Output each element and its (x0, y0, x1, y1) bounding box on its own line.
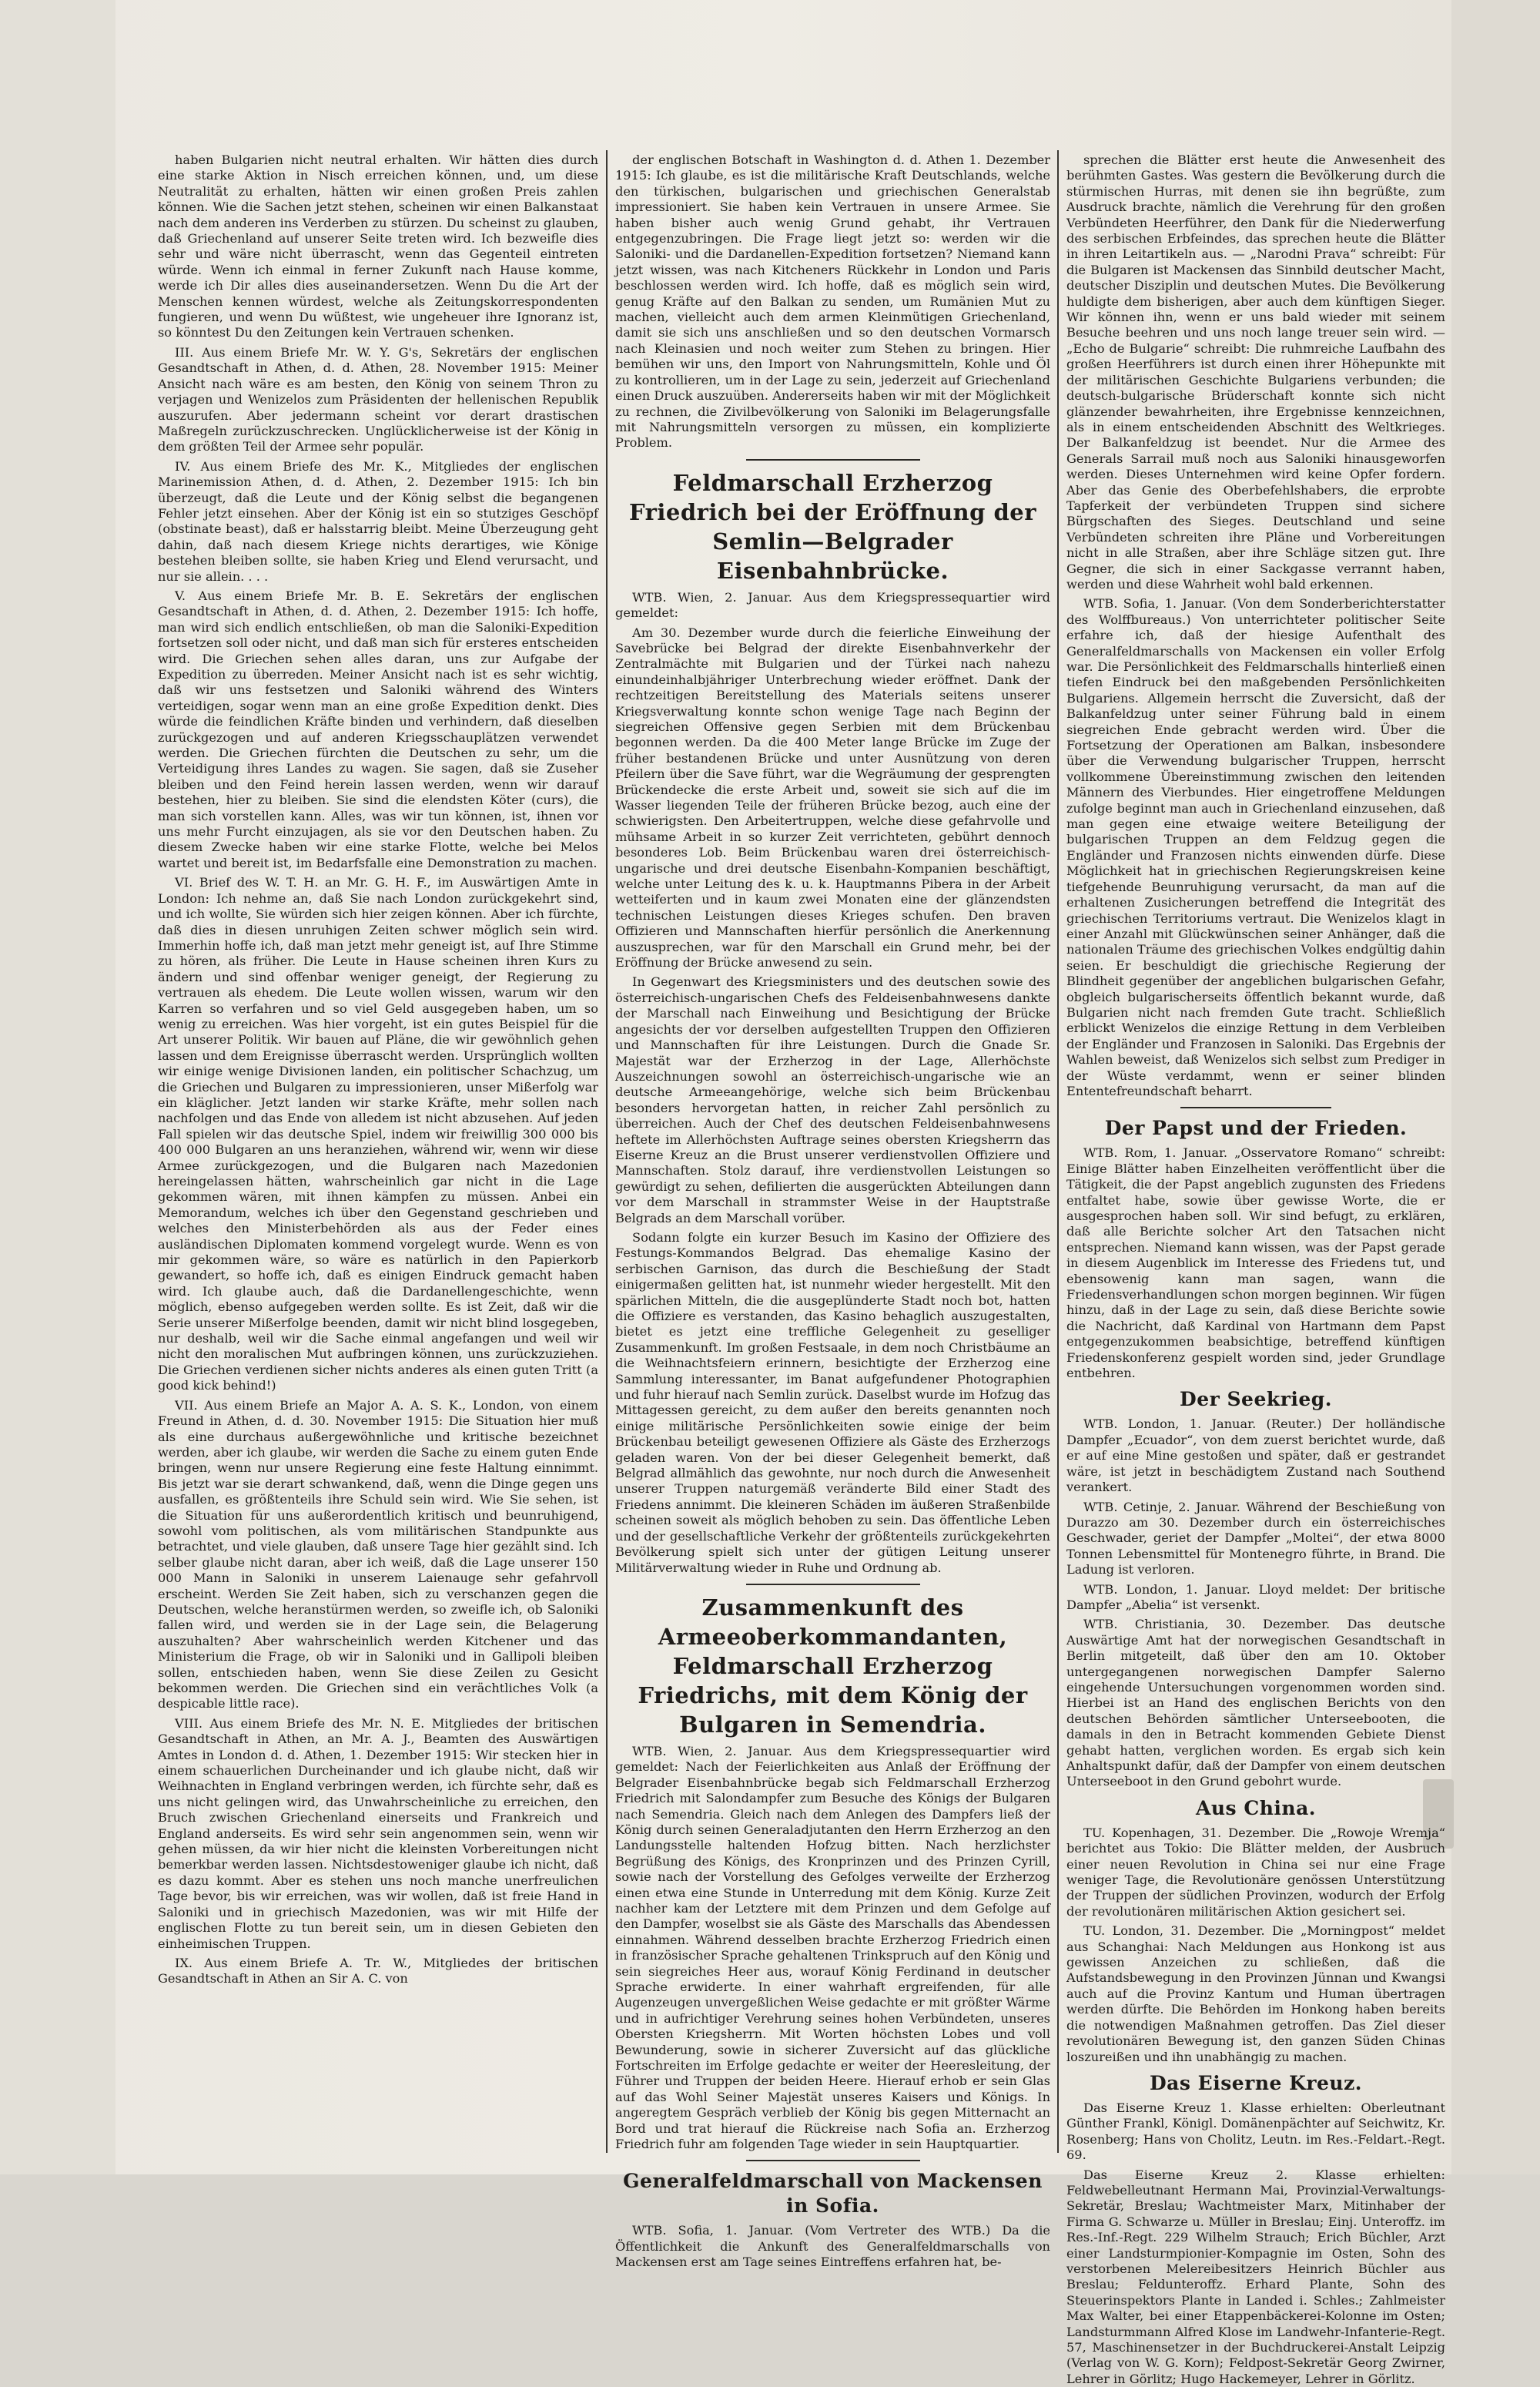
headline-aus-china: Aus China. (1195, 1796, 1316, 1819)
headline-erzherzog-bruecke: Feldmarschall Erzherzog Friedrich bei der Eröffnung der Semlin—Belgrader Eisenbahnbrücke. (629, 469, 1036, 584)
column-2 (615, 153, 1050, 2270)
paragraph: IV. Aus einem Briefe des Mr. K., Mitgliedes der englischen Marinemission Athen, d. d. Athen, 2. Dezember 1915: Ich bin überzeugt, daß die Leute und der König selbst die begangenen Fehler jetzt einsehen. Aber der König ist ein so stutziges Geschöpf (obstinate beast), daß er halsstarrig bleibt. Meine Überzeugung geht dahin, daß nach diesem Kriege nichts derartiges, wie Könige bestehen bleiben sollte, sie haben Krieg und Elend verursacht, und nur sie allein. . . . (158, 458, 598, 584)
paragraph: TU. London, 31. Dezember. Die „Morningpost“ meldet aus Schanghai: Nach Meldungen aus Honkong ist aus gewissen Anzeichen zu schließen, daß die Aufstandsbewegung in den Provinzen Jünnan und Kwangsi auch auf die Provinz Kantum und Human übertragen werden dürfte. Die Behörden im Honkong haben bereits die notwendigen Maßnahmen getroffen. Das Ziel dieser revolutionären Bewegung ist, den ganzen Süden Chinas loszureißen und ihn unabhängig zu machen. (1066, 1923, 1445, 2064)
column-divider (1057, 150, 1059, 2153)
paragraph: In Gegenwart des Kriegsministers und des deutschen sowie des österreichisch-ungarischen Chefs des Feldeisenbahnwesens dankte der Marschall nach Einweihung und Besichtigung der Brücke angesichts der vor derselben aufgestellten Truppen den Offizieren und Mannschaften für ihre Leistungen. Durch die Gnade Sr. Majestät war der Erzherzog in der Lage, Allerhöchste Auszeichnungen sowohl an österreichisch-ungarische wie an deutsche Armeeangehörige, welche sich beim Brückenbau besonders hervorgetan hatten, in reicher Zahl persönlich zu überreichen. Auch der Chef des deutschen Feldeisenbahnwesens heftete im Allerhöchsten Auftrage seines obersten Kriegsherrn das Eiserne Kreuz an die Brust unserer verdienstvollen Offiziere und Mannschaften. Stolz darauf, ihre verdienstvollen Leistungen so gewürdigt zu sehen, defilierten die ausgerückten Abteilungen dann vor dem Marschall in strammster Weise in der Hauptstraße Belgrads an dem Marschall vorüber. (615, 974, 1050, 1225)
divider (746, 2160, 920, 2161)
paragraph: WTB. Sofia, 1. Januar. (Vom Vertreter des WTB.) Da die Öffentlichkeit die Ankunft des Generalfeldmarschalls von Mackensen erst am Tage seines Eintreffens erfahren hat, be- (615, 2223, 1050, 2270)
paragraph: Sodann folgte ein kurzer Besuch im Kasino der Offiziere des Festungs-Kommandos Belgrad. Das ehemalige Kasino der serbischen Garnison, das durch die Beschießung der Stadt einigermaßen gelitten hat, ist nunmehr wieder hergestellt. Mit den spärlichen Mitteln, die die ausgeplünderte Stadt noch bot, hatten die Offiziere es verstanden, das Kasino behaglich auszugestalten, bietet es jetzt eine treffliche Gelegenheit zu geselliger Zusammenkunft. Im großen Festsaale, in dem noch Christbäume an die Weihnachtsfeiern erinnern, besichtigte der Erzherzog eine Sammlung interessanter, im Banat aufgefundener Photographien und fuhr hierauf nach Semlin zurück. Daselbst wurde im Hofzug das Mittagessen gereicht, zu dem außer den bereits genannten noch einige militärische Persönlichkeiten sowie einige der beim Brückenbau beteiligt gewesenen Offiziere als Gäste des Erzherzogs geladen waren. Von der bei dieser Gelegenheit bemerkt, daß Belgrad allmählich das gewohnte, nur noch durch die Anwesenheit unserer Truppen naturgemäß veränderte Bild einer Stadt des Friedens annimmt. Die kleineren Schäden im äußeren Straßenbilde scheinen soweit als möglich behoben zu sein. Das öffentliche Leben und der gesellschaftliche Verkehr der größtenteils zurückgekehrten Bevölkerung spielt sich unter der gütigen Leitung unserer Militärverwaltung wieder in Ruhe und Ordnung ab. (615, 1229, 1050, 1575)
divider (746, 1584, 920, 1585)
headline-eiserne-kreuz: Das Eiserne Kreuz. (1149, 2071, 1363, 2094)
column-divider (606, 150, 608, 2153)
paragraph: WTB. Wien, 2. Januar. Aus dem Kriegspressequartier wird gemeldet: (615, 589, 1050, 621)
paragraph: IX. Aus einem Briefe A. Tr. W., Mitgliedes der britischen Gesandtschaft in Athen an Sir A. C. von (158, 1955, 598, 1986)
paragraph: TU. Kopenhagen, 31. Dezember. Die „Rowoje Wremja“ berichtet aus Tokio: Die Blätter melden, der Ausbruch einer neuen Revolution in China sei nur eine Frage weniger Tage, die Revolutionäre genössen Unterstützung der Truppen der südlichen Provinzen, wodurch der Erfolg der revolutionären militärischen Aktion gesichert sei. (1066, 1825, 1445, 1919)
paragraph: WTB. Sofia, 1. Januar. (Von dem Sonderberichterstatter des Wolffbureaus.) Von unterrichteter politischer Seite erfahre ich, daß der hiesige Aufenthalt des Generalfeldmarschalls von Mackensen ein voller Erfolg war. Die Persönlichkeit des Feldmarschalls hinterließ einen tiefen Eindruck bei den maßgebenden Persönlichkeiten Bulgariens. Allgemein herrscht die Zuversicht, daß der Balkanfeldzug unter seiner Führung bald in einem siegreichen Ende gebracht werden wird. Über die Fortsetzung der Operationen am Balkan, insbesondere über die Verwendung bulgarischer Truppen, herrscht vollkommene Übereinstimmung zwischen den leitenden Männern des Vierbundes. Hier eingetroffene Meldungen zufolge beginnt man auch in Griechenland einzusehen, daß man gegen eine etwaige weitere Beteiligung der bulgarischen Truppen an dem Feldzug gegen die Engländer und Franzosen nichts einwenden dürfe. Diese Möglichkeit hat in griechischen Regierungskreisen keine tiefgehende Beunruhigung verursacht, da man auf die erhaltenen Zusicherungen betreffend die Integrität des griechischen Territoriums vertraut. Die Wenizelos klagt in einer Anzahl mit Glückwünschen seiner Anhänger, daß die nationalen Träume des griechischen Volkes endgültig dahin seien. Er beschuldigt die griechische Regierung der Blindheit gegenüber der angeblichen bulgarischen Gefahr, obgleich bulgarischerseits öffentlich bekannt wurde, daß Bulgarien nicht nach fremden Gute tracht. Schließlich erblickt Wenizelos die einzige Rettung in dem Verbleiben der Engländer und Franzosen in Saloniki. Das Ergebnis der Wahlen beweist, daß Wenizelos sich selbst zum Prediger in der Wüste verdammt, wenn er seiner blinden Ententefreundschaft beharrt. (1066, 596, 1445, 1098)
right-margin (1451, 0, 1540, 2174)
left-margin (0, 0, 116, 2174)
paragraph: Am 30. Dezember wurde durch die feierliche Einweihung der Savebrücke bei Belgrad der direkte Eisenbahnverkehr der Zentralmächte mit Bulgarien und der Türkei nach nahezu einundeinhalbjähriger Unterbrechung wieder eröffnet. Dank der rechtzeitigen Bereitstellung des Materials seitens unserer Kriegsverwaltung konnte schon wenige Tage nach Beginn der siegreichen Offensive gegen Serbien mit dem Brückenbau begonnen werden. Da die 400 Meter lange Brücke im Zuge der früher bestandenen Brücke und unter Ausnützung von deren Pfeilern über die Save führt, war die Wegräumung der gesprengten Brückendecke die erste Arbeit und, soweit sie sich auf die im Wasser liegenden Teile der früheren Brücke bezog, auch eine der schwierigsten. Den Arbeitertruppen, welche diese gefahrvolle und mühsame Arbeit in so kurzer Zeit verrichteten, gebührt dennoch besonderes Lob. Beim Brückenbau waren drei österreichisch-ungarische und drei deutsche Eisenbahn-Kompanien beschäftigt, welche unter Leitung des k. u. k. Hauptmanns Pibera in der Arbeit wetteiferten und in kaum zwei Monaten eine der glänzendsten technischen Leistungen dieses Krieges schufen. Den braven Offizieren und Mannschaften hierfür persönlich die Anerkennung auszusprechen, war für den Marschall ein Grund mehr, bei der Eröffnung der Brücke anwesend zu sein. (615, 625, 1050, 971)
paragraph: WTB. Christiania, 30. Dezember. Das deutsche Auswärtige Amt hat der norwegischen Gesandtschaft in Berlin mitgeteilt, daß über den am 10. Oktober untergegangenen norwegischen Dampfer Salerno eingehende Untersuchungen vorgenommen worden sind. Hierbei ist an Hand des englischen Berichts von den deutschen Behörden sämtlicher Unterseebooten, die damals in den in Betracht kommenden Gebiete Dienst gehabt hatten, verglichen worden. Es ergab sich kein Anhaltspunkt dafür, daß der Dampfer von einem deutschen Unterseeboot in den Grund gebohrt wurde. (1066, 1617, 1445, 1789)
headline-zusammenkunft: Zusammenkunft des Armeeoberkommandanten, Feldmarschall Erzherzog Friedrichs, mit dem König der Bulgaren in Semendria. (638, 1594, 1028, 1738)
paragraph: WTB. Rom, 1. Januar. „Osservatore Romano“ schreibt: Einige Blätter haben Einzelheiten veröffentlicht über die Tätigkeit, die der Papst angeblich zugunsten des Friedens entfaltet habe, sowie über gewisse Worte, die er ausgesprochen haben soll. Wir sind befugt, zu erklären, daß alle Berichte solcher Art den Tatsachen nicht entsprechen. Niemand kann wissen, was der Papst gerade in diesem Augenblick im Interesse des Friedens tut, und ebensowenig kann man sagen, wann die Friedensverhandlungen schon morgen beginnen. Wir fügen hinzu, daß in der Lage zu sein, daß diese Berichte sowie die Nachricht, daß Kardinal von Hartmann dem Papst entgegenzukommen beabsichtige, betreffend künftigen Friedenskonferenz gespielt worden sind, jeder Grundlage entbehren. (1066, 1145, 1445, 1381)
headline-mackensen-sofia: Generalfeldmarschall von Mackensen in Sofia. (623, 2170, 1043, 2218)
divider (1180, 1107, 1332, 1108)
divider (746, 459, 920, 461)
paragraph: WTB. Cetinje, 2. Januar. Während der Beschießung von Durazzo am 30. Dezember durch ein österreichisches Geschwader, geriet der Dampfer „Moltei“, der etwa 8000 Tonnen Lebensmittel für Montenegro führte, in Brand. Die Ladung ist verloren. (1066, 1499, 1445, 1577)
paragraph: VII. Aus einem Briefe an Major A. A. S. K., London, von einem Freund in Athen, d. d. 30. November 1915: Die Situation hier muß als eine durchaus außergewöhnliche und kritische bezeichnet werden, aber ich glaube, wir werden die Sache zu einem guten Ende bringen, wenn nur unsere Regierung eine feste Haltung einnimmt. Bis jetzt war sie derart schwankend, daß, wenn die Dinge gegen uns ausfallen, es größtenteils ihre Schuld sein wird. Wie Sie sehen, ist die Situation für uns außerordentlich kritisch und beunruhigend, sowohl vom politischen, als vom militärischen Standpunkte aus betrachtet, und viele glauben, daß unsere Tage hier gezählt sind. Ich selber glaube nicht daran, aber ich weiß, daß die Lage unserer 150 000 Mann in Saloniki in unserem Laienauge sehr gefahrvoll erscheint. Werden Sie Zeit haben, sich zu verschanzen gegen die Deutschen, welche heranstürmen werden, so zweifle ich, ob Saloniki fallen wird, und werden sie in der Lage sein, die Belagerung auszuhalten? Aber wahrscheinlich werden Kitchener und das Ministerium die Frage, ob wir in Saloniki und in Gallipoli bleiben sollen, entschieden haben, wenn Sie diese Zeilen zu Gesicht bekommen werden. Die Griechen sind ein verächtliches Volk (a despicable little race). (158, 1397, 598, 1711)
column-3 (1066, 153, 1445, 2386)
paragraph: WTB. London, 1. Januar. (Reuter.) Der holländische Dampfer „Ecuador“, von dem zuerst berichtet wurde, daß er auf eine Mine gestoßen und später, daß er gestrandet wäre, ist jetzt in beschädigtem Zustand nach Southend verankert. (1066, 1416, 1445, 1495)
paragraph: der englischen Botschaft in Washington d. d. Athen 1. Dezember 1915: Ich glaube, es ist die militärische Kraft Deutschlands, welche den türkischen, bulgarischen und griechischen Generalstab impressioniert. Sie haben kein Vertrauen in unsere Armee. Sie haben bisher auch wenig Grund gehabt, ihr Vertrauen entgegenzubringen. Die Frage liegt jetzt so: werden wir die Saloniki- und die Dardanellen-Expedition fortsetzen? Niemand kann jetzt wissen, was nach Kitcheners Rückkehr in London und Paris beschlossen werden wird. Ich hoffe, daß es möglich sein wird, genug Kräfte auf den Balkan zu senden, um Rumänien Mut zu machen, vielleicht auch dem armen Kleinmütigen Griechenland, damit sie sich uns anschließen und so den deutschen Vormarsch nach Kleinasien und noch weiter zum Stehen zu bringen. Hier bemühen wir uns, den Import von Nahrungsmitteln, Kohle und Öl zu kontrollieren, um in der Lage zu sein, jederzeit auf Griechenland einen Druck auszuüben. Andererseits haben wir mit der Möglichkeit zu rechnen, die Zivilbevölkerung von Saloniki im Belagerungsfalle mit Nahrungsmitteln versorgen zu müssen, ein komplizierte Problem. (615, 153, 1050, 451)
column-1 (158, 153, 598, 2155)
paragraph: Das Eiserne Kreuz 2. Klasse erhielten: Feldwebelleutnant Hermann Mai, Provinzial-Verwaltungs-Sekretär, Breslau; Wachtmeister Marx, Mitinhaber der Firma G. Schwarze u. Müller in Breslau; Einj. Unteroffz. im Res.-Inf.-Regt. 229 Wilhelm Strauch; Erich Büchler, Arzt einer Landsturmpionier-Kompagnie im Osten, Sohn des verstorbenen Melereibesitzers Heinrich Büchler aus Breslau; Feldunteroffz. Erhard Plante, Sohn des Steuerinspektors Plante in Landed i. Schles.; Zahlmeister Max Walter, bei einer Etappenbäckerei-Kolonne im Osten; Landsturmmann Alfred Klose im Landwehr-Infanterie-Regt. 57, Maschinensetzer in der Buchdruckerei-Anstalt Leipzig (Verlag von W. G. Korn); Feldpost-Sekretär Georg Zwirner, Lehrer in Görlitz; Hugo Hackemeyer, Lehrer in Görlitz. (1066, 2167, 1445, 2386)
paragraph: V. Aus einem Briefe Mr. B. E. Sekretärs der englischen Gesandtschaft in Athen, d. d. Athen, 2. Dezember 1915: Ich hoffe, man wird sich endlich entschließen, ob man die Saloniki-Expedition fortsetzen soll oder nicht, und daß man sich für ersteres entscheiden wird. Die Griechen sehen alles daran, uns zur Aufgabe der Expedition zu überreden. Meiner Ansicht nach ist es sehr wichtig, daß wir uns festsetzen und Saloniki während des Winters verteidigen, sogar wenn man an eine große Expedition denkt. Dies würde die feindlichen Kräfte binden und verhindern, daß dieselben zurückgezogen und auf anderen Kriegsschauplätzen verwendet werden. Die Griechen fürchten die Deutschen zu sehr, um die Verteidigung ihres Landes zu wagen. Sie sagen, daß sie Zuseher bleiben und den Feind herein lassen werden, wenn wir darauf bestehen, hier zu bleiben. Sie sind die elendsten Köter (curs), die man sich vorstellen kann. Alles, was wir tun können, ist, ihnen vor uns mehr Furcht einzujagen, als sie vor den Deutschen haben. Zu diesem Zwecke haben wir eine starke Flotte, welche bei Melos wartet und bereit ist, im Bedarfsfalle eine Demonstration zu machen. (158, 588, 598, 870)
paragraph: sprechen die Blätter erst heute die Anwesenheit des berühmten Gastes. Was gestern die Bevölkerung durch die stürmischen Hurras, mit denen sie ihn begrüßte, zum Ausdruck brachte, nämlich die Verehrung für den großen Verbündeten Heerführer, den Dank für die Niederwerfung des serbischen Erbfeindes, das sprechen heute die Blätter in ihren Leitartikeln aus. — „Narodni Prava“ schreibt: Für die Bulgaren ist Mackensen das Sinnbild deutscher Macht, deutscher Disziplin und deutschen Mutes. Die Bevölkerung huldigte dem bisherigen, aber auch dem künftigen Sieger. Wir können ihn, wenn er uns bald wieder mit seinem Besuche beehren und uns noch lange treuer sein wird. — „Echo de Bulgarie“ schreibt: Die ruhmreiche Laufbahn des großen Heerführers ist durch einen ihrer Höhepunkte mit der militärischen Geschichte Bulgariens verbunden; die deutsch-bulgarische Brüderschaft konnte sich nicht glänzender bewahrheiten, ihre Ergebnisse kennzeichnen, als in einem entscheidenden Abschnitt des Weltkrieges. Der Balkanfeldzug ist beendet. Nur die Armee des Generals Sarrail muß noch aus Saloniki hinausgeworfen werden. Dieses Unternehmen wird keine Opfer fordern. Aber das Genie des Oberbefehlshabers, die erprobte Tapferkeit der verbündeten Truppen sind sichere Bürgschaften des Sieges. Deutschland und seine Verbündeten schreiten ihre Pläne und Vorbereitungen nicht in alle Straßen, aber ihre Schläge sitzen gut. Ihre Gegner, die sich in einer Sackgasse verrannt haben, werden und diese Wahrheit wohl bald erkennen. (1066, 153, 1445, 592)
paragraph: III. Aus einem Briefe Mr. W. Y. G's, Sekretärs der englischen Gesandtschaft in Athen, d. d. Athen, 28. November 1915: Meiner Ansicht nach wäre es am besten, den König von seinem Thron zu verjagen und Wenizelos zum Präsidenten der hellenischen Republik auszurufen. Aber jedermann scheint vor derart drastischen Maßregeln zurückzuschrecken. Unglücklicherweise ist der König in dem größten Teil der Armee sehr populär. (158, 344, 598, 454)
paragraph: haben Bulgarien nicht neutral erhalten. Wir hätten dies durch eine starke Aktion in Nisch erreichen können, und, um diese Neutralität zu erhalten, hätten wir einen großen Preis zahlen können. Wie die Sachen jetzt stehen, scheinen wir einen Balkanstaat nach dem anderen ins Verderben zu stürzen. Du scheinst zu glauben, daß Griechenland auf unserer Seite treten wird. Ich bezweifle dies sehr und wäre nicht überrascht, wenn das Gegenteil eintreten würde. Wenn ich einmal in ferner Zukunft nach Hause komme, werde ich Dir alles dies auseinandersetzen. Wenn Du die Art der Menschen kennen würdest, welche als Zeitungskorrespondenten fungieren, und wenn Du wüßtest, wie ungeheuer ihre Ignoranz ist, so könntest Du den Zeitungen kein Vertrauen schenken. (158, 153, 598, 340)
headline-papst-frieden: Der Papst und der Frieden. (1104, 1117, 1408, 1140)
paragraph: VIII. Aus einem Briefe des Mr. N. E. Mitgliedes der britischen Gesandtschaft in Athen, an Mr. A. J., Beamten des Auswärtigen Amtes in London d. d. Athen, 1. Dezember 1915: Wir stecken hier in einem schauerlichen Durcheinander und ich glaube nicht, daß wir Weihnachten in England verbringen werden, ich fürchte sehr, daß es uns nicht gelingen wird, das Unwahrscheinliche zu erreichen, den Bruch zwischen Griechenland einerseits und Frankreich und England anderseits. Es wird sehr sein angenommen sein, wenn wir gehen müssen, da wir hier nicht die kleinsten Vorbereitungen nicht bemerkbar werden lassen. Nichtsdestoweniger glaube ich nicht, daß es dazu kommt. Aber es stehen uns noch manche unerfreulichen Tage bevor, bis wir erreichen, was wir wollen, daß ist freie Hand in Saloniki und in griechisch Mazedonien, was wir mit Hilfe der englischen Flotte zu tun bereit sein, um in diesen Gebieten den einheimischen Truppen. (158, 1715, 598, 1951)
paragraph: Das Eiserne Kreuz 1. Klasse erhielten: Oberleutnant Günther Frankl, Königl. Domänenpächter auf Seichwitz, Kr. Rosenberg; Hans von Cholitz, Leutn. im Res.-Feldart.-Regt. 69. (1066, 2100, 1445, 2163)
paragraph: WTB. London, 1. Januar. Lloyd meldet: Der britische Dampfer „Abelia“ ist versenkt. (1066, 1581, 1445, 1612)
headline-seekrieg: Der Seekrieg. (1180, 1388, 1332, 1411)
paragraph: WTB. Wien, 2. Januar. Aus dem Kriegspressequartier wird gemeldet: Nach der Feierlichkeiten aus Anlaß der Eröffnung der Belgrader Eisenbahnbrücke begab sich Feldmarschall Erzherzog Friedrich mit Salondampfer zum Besuche des Königs der Bulgaren nach Semendria. Gleich nach dem Anlegen des Dampfers ließ der König durch seinen Generaladjutanten den Herrn Erzherzog an den Landungsstelle haltenden Hofzug bitten. Nach herzlichster Begrüßung des Königs, des Kronprinzen und des Prinzen Cyrill, sowie nach der Vorstellung des Gefolges verweilte der Erzherzog einen etwa eine Stunde in Unterredung mit dem König. Kurze Zeit nachher kam der Letztere mit dem Prinzen und dem Gefolge auf den Dampfer, woselbst sie als Gäste des Marschalls das Abendessen einnahmen. Während desselben brachte Erzherzog Friedrich einen in französischer Sprache gehaltenen Trinkspruch auf den König und sein siegreiches Heer aus, worauf König Ferdinand in deutscher Sprache erwiderte. In einer wahrhaft ergreifenden, für alle Augenzeugen unvergeßlichen Weise gedachte er mit größter Wärme und in aufrichtiger Verehrung seines hohen Verbündeten, unseres Obersten Kriegsherrn. Mit Worten höchsten Lobes und voll Bewunderung, sowie in sicherer Zuversicht auf das glückliche Fortschreiten im Erfolge gedachte er weiter der Heeresleitung, der Führer und Truppen der beiden Heere. Hierauf erhob er sein Glas auf das Wohl Seiner Majestät unseres Kaisers und Königs. In angeregtem Gespräch verblieb der König bis gegen Mitternacht an Bord und trat hierauf die Rückreise nach Sofia an. Erzherzog Friedrich fuhr am folgenden Tage wieder in sein Hauptquartier. (615, 1743, 1050, 2152)
paragraph: VI. Brief des W. T. H. an Mr. G. H. F., im Auswärtigen Amte in London: Ich nehme an, daß Sie nach London zurückgekehrt sind, und ich wollte, Sie würden sich hier zeigen können. Aber ich fürchte, daß dies in diesen unruhigen Zeiten schwer möglich sein wird. Immerhin hoffe ich, daß man jetzt mehr geneigt ist, auf Ihre Stimme zu hören, als früher. Die Leute in Hause scheinen ihren Kurs zu ändern und sind offenbar weniger geneigt, der Regierung zu vertrauen als ehedem. Die Leute wollen wissen, warum wir den Karren so verfahren und so viel Geld ausgegeben haben, um so wenig zu erreichen. Was hier vorgeht, ist ein gutes Beispiel für die Art unserer Politik. Wir bauen auf Pläne, die wir gewöhnlich gehen lassen und dem Ereignisse überrascht werden. Ursprünglich wollten wir einige wenige Divisionen landen, ein politischer Schachzug, um die Griechen und Bulgaren zu impressionieren, unser Mißerfolg war ein kläglicher. Jetzt landen wir starke Kräfte, mehr sollen nach nachfolgen und das Ende von alledem ist nicht abzusehen. Auf jeden Fall spielen wir das deutsche Spiel, indem wir freiwillig 300 000 bis 400 000 Bulgaren an uns heranziehen, während wir, wenn wir diese Armee zurückgezogen, und die Bulgaren nach Mazedonien hereingelassen hätten, wahrscheinlich gar nicht in die Lage gekommen wären, mit ihnen kämpfen zu müssen. Anbei ein Memorandum, welches ich über den Gegenstand geschrieben und welches den Ministerbehörden als aus der Feder eines ausländischen Diplomaten kommend vorgelegt wurde. Wenn es von mir gekommen wäre, so wäre es natürlich in den Papierkorb gewandert, so hoffe ich, daß es einigen Eindruck gemacht haben wird. Ich glaube auch, daß die Dardanellengeschichte, wenn möglich, ebenso aufgegeben werden sollte. Es ist Zeit, daß wir die Serie unserer Mißerfolge beenden, damit wir nicht blind losgegeben, nur deshalb, weil wir die Sache einmal angefangen und weil wir nicht den moralischen Mut aufbringen können, uns zurückzuziehen. Die Griechen verdienen sicher nichts anderes als einen guten Tritt (a good kick behind!) (158, 875, 598, 1393)
